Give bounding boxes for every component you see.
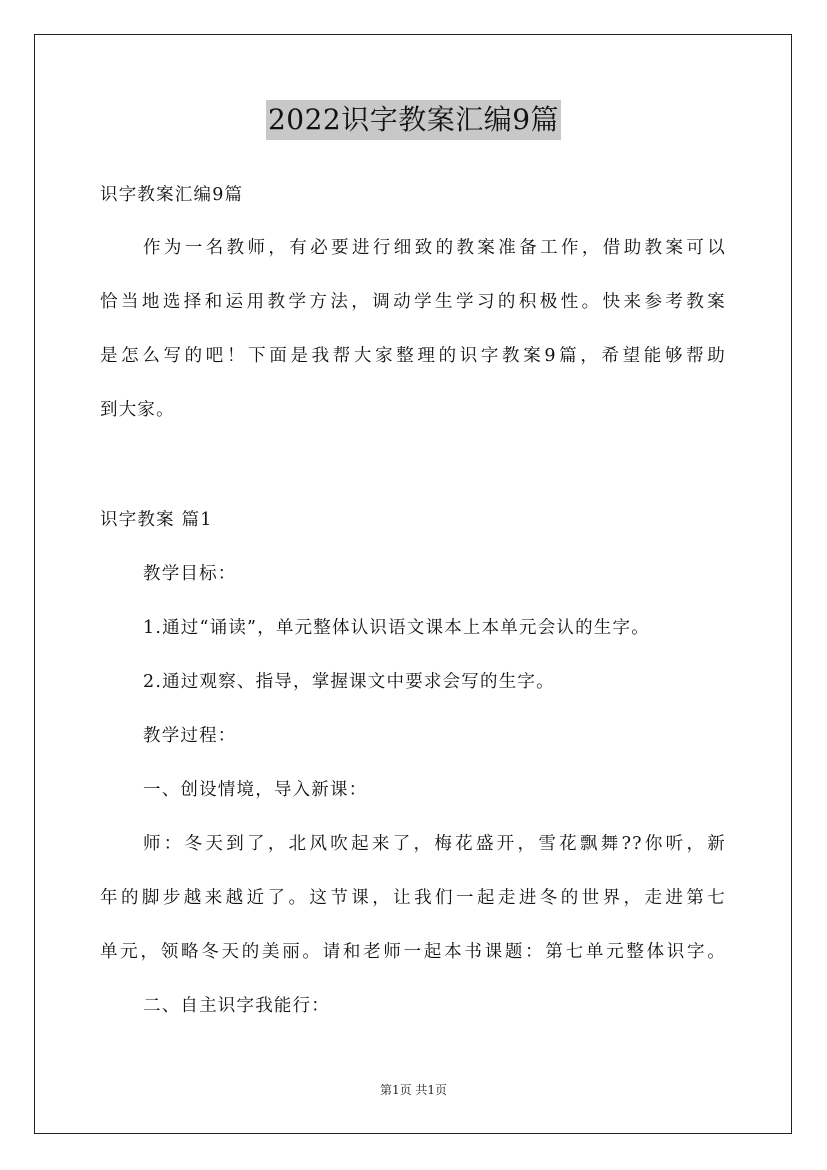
body-line-8: 单元，领略冬天的美丽。请和老师一起本书课题：第七单元整体识字。 [100, 942, 726, 962]
page-footer [0, 1082, 827, 1098]
body-line-2: 1.通过“诵读”，单元整体认识语文课本上本单元会认的生字。 [143, 618, 650, 638]
body-line-7: 年的脚步越来越近了。这节课，让我们一起走进冬的世界，走进第七 [100, 888, 726, 908]
body-line-9: 二、自主识字我能行： [143, 996, 330, 1016]
body-line-1: 教学目标： [143, 564, 237, 584]
document-title: 2022识字教案汇编9篇 [266, 100, 561, 140]
body-line-3: 2.通过观察、指导，掌握课文中要求会写的生字。 [143, 672, 555, 692]
page-number-label: 第1页 共1页 [379, 1083, 448, 1097]
intro-line-1: 作为一名教师，有必要进行细致的教案准备工作，借助教案可以 [143, 238, 726, 258]
intro-line-3: 是怎么写的吧！下面是我帮大家整理的识字教案9篇，希望能够帮助 [100, 346, 726, 366]
title-wrap [0, 100, 827, 140]
intro-line-2: 恰当地选择和运用教学方法，调动学生学习的积极性。快来参考教案 [100, 292, 726, 312]
intro-line-4: 到大家。 [100, 400, 175, 420]
body-line-4: 教学过程： [143, 726, 237, 746]
section-heading: 识字教案 篇1 [100, 510, 213, 530]
document-subtitle: 识字教案汇编9篇 [100, 185, 244, 205]
body-line-5: 一、创设情境，导入新课： [143, 780, 368, 800]
body-line-6: 师：冬天到了，北风吹起来了，梅花盛开，雪花飘舞??你听，新 [143, 834, 726, 854]
